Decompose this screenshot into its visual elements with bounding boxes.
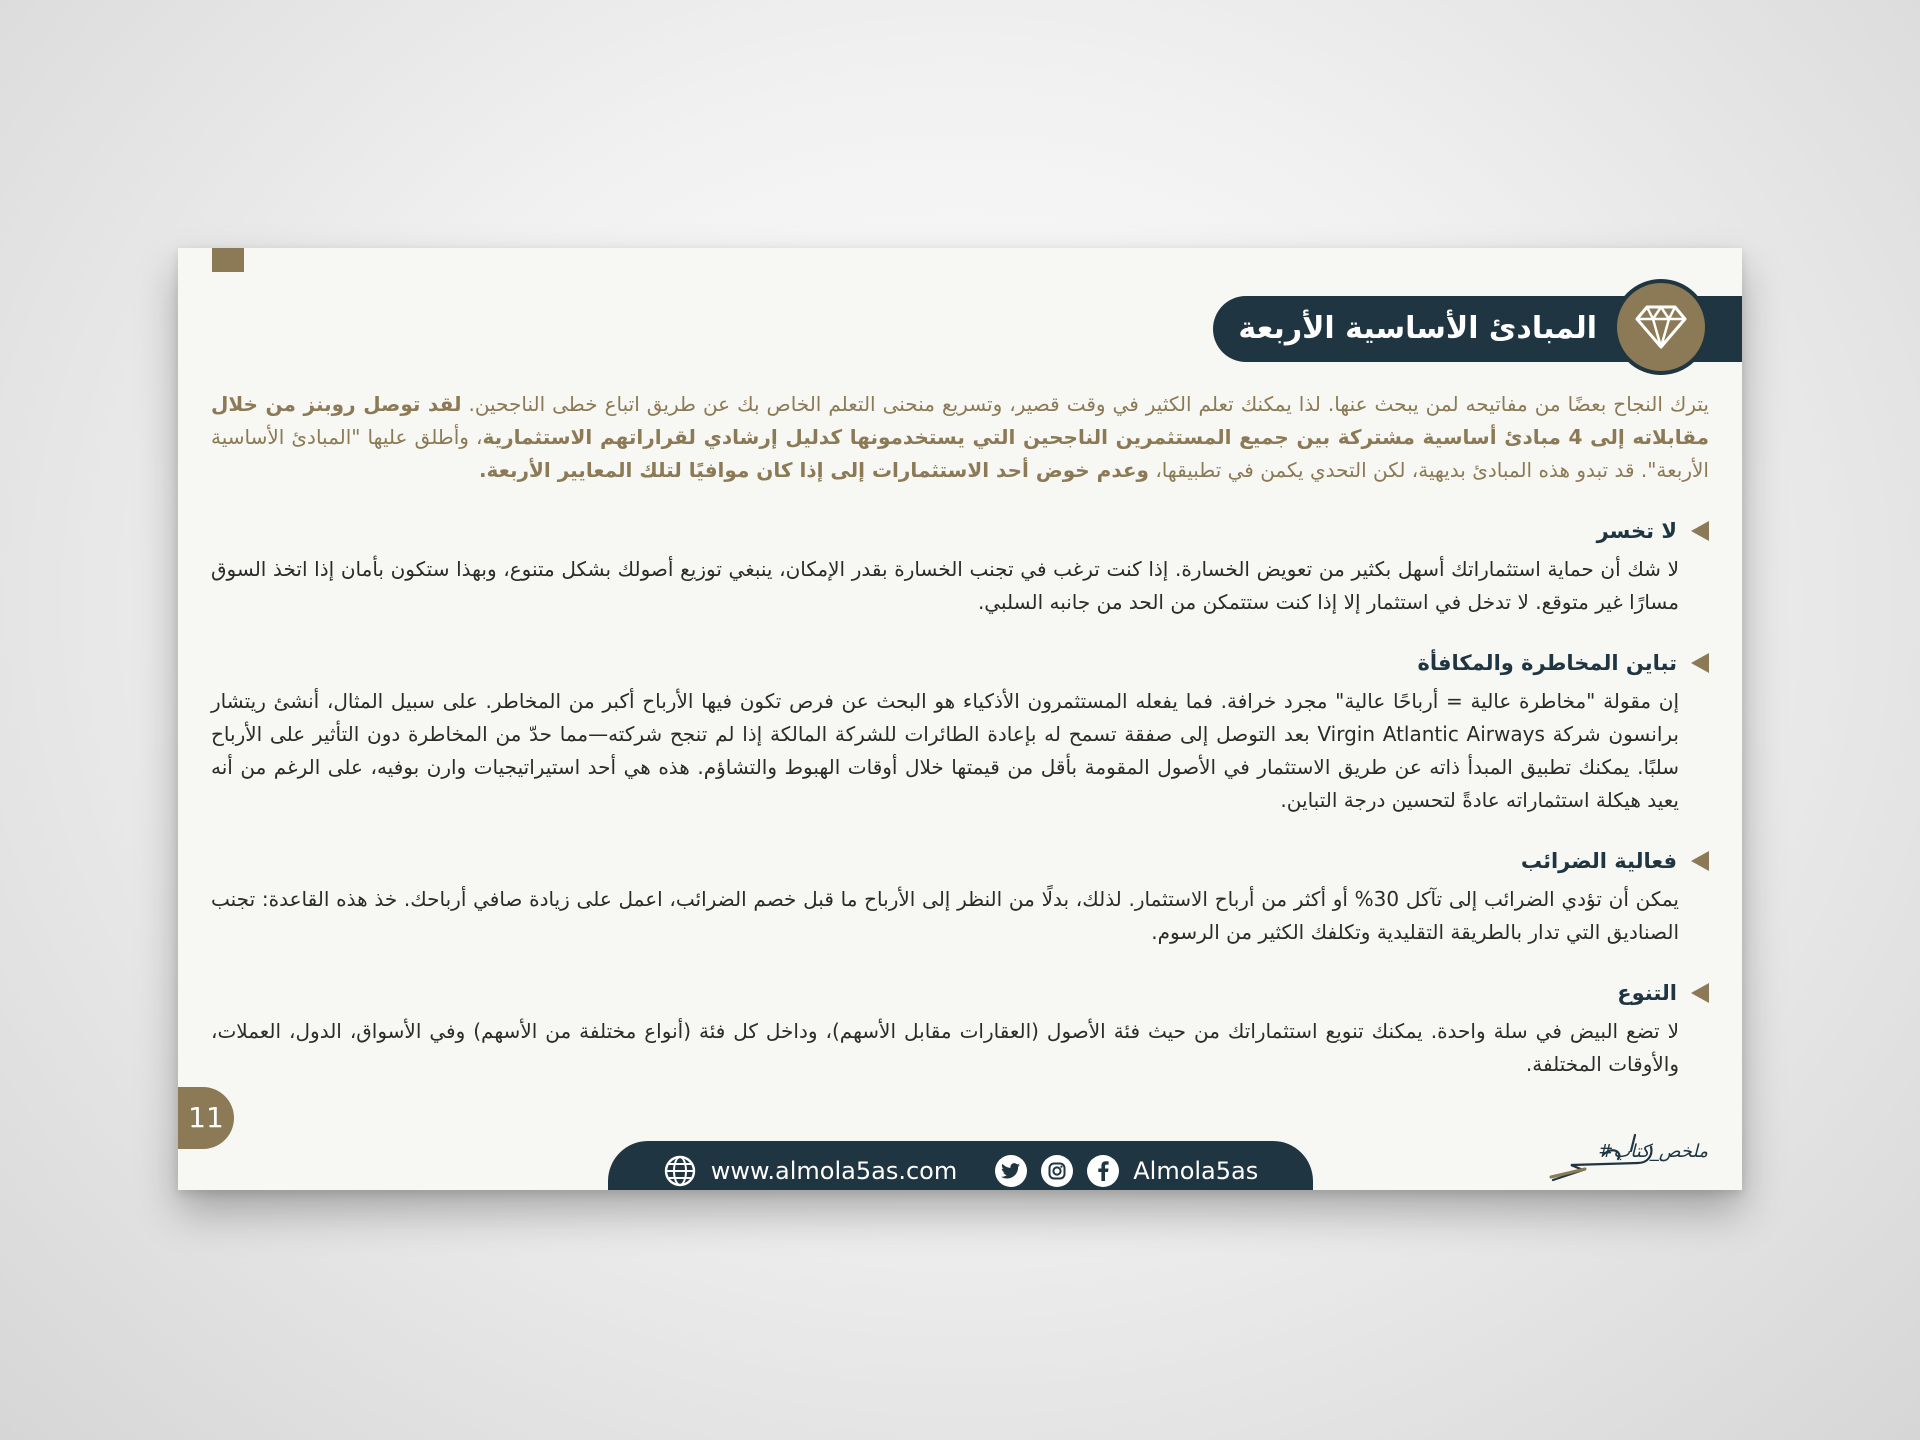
section-body: إن مقولة "مخاطرة عالية = أرباحًا عالية" مجرد خرافة. فما يفعله المستثمرون الأذكياء هو البحث عن فرص تكون فيها الأرباح أكبر من المخاطر. على سبيل المثال، أنشئ ريتشار برانسون شركة Virgin Atlantic Airways بعد التوصل إلى صفقة تسمح له بإعادة الطائرات للشركة المالكة إذا لم تنجح شركته—مما حدّ من المخاطرة دون التأثير على الأرباح سلبًا. يمكنك تطبيق المبدأ ذاته عن طريق الاستثمار في الأصول المقومة بأقل من قيمتها خلال أوقات الهبوط والتشاؤم. هذه هي أحد استيراتيجيات وارن بوفيه، على الرغم من أنه يعيد هيكلة استثماراته عادةً لتحسين درجة التباين. [211, 689, 1679, 812]
bullet-arrow-icon [1691, 521, 1709, 541]
intro-bold-1: لقد توصل روبنز من خلال مقابلاته إلى 4 مبادئ أساسية مشتركة بين جميع المستثمرين الناجحين التي يستخدمونها كدليل إرشادي لقراراتهم الاستثمارية [211, 392, 1710, 449]
instagram-icon[interactable] [1041, 1155, 1073, 1187]
intro-paragraph [211, 388, 1709, 487]
page-title: المبادئ الأساسية الأربعة [1238, 311, 1597, 346]
twitter-icon[interactable] [995, 1155, 1027, 1187]
footer-bar [608, 1141, 1313, 1190]
section-tax-efficiency [211, 845, 1709, 949]
section-body: يمكن أن تؤدي الضرائب إلى تآكل 30% أو أكثر من أرباح الاستثمار. لذلك، بدلًا من النظر إلى الأرباح ما قبل خصم الضرائب، اعمل على زيادة صافي أرباحك. خذ هذه القاعدة: تجنب الصناديق التي تدار بالطريقة التقليدية وتكلفك الكثير من الرسوم. [211, 887, 1679, 944]
section-body: لا تضع البيض في سلة واحدة. يمكنك تنويع استثماراتك من حيث فئة الأصول (العقارات مقابل الأسهم)، وداخل كل فئة (أنواع مختلفة من الأسهم) وفي الأسواق، الدول، العملات، والأوقات المختلفة. [211, 1019, 1679, 1076]
section-heading: تباين المخاطرة والمكافأة [1417, 651, 1677, 675]
facebook-icon[interactable] [1087, 1155, 1119, 1187]
intro-bold-2: وعدم خوض أحد الاستثمارات إلى إذا كان موافيًا لتلك المعايير الأربعة. [478, 458, 1149, 482]
corner-accent [212, 248, 244, 272]
globe-icon[interactable] [663, 1154, 697, 1188]
section-heading: لا تخسر [1596, 519, 1677, 543]
page-number-badge: 11 [178, 1087, 234, 1149]
social-handle[interactable]: Almola5as [1133, 1157, 1259, 1185]
section-no-loss [211, 515, 1709, 619]
bullet-arrow-icon [1691, 653, 1709, 673]
intro-text-2: ، وأطلق عليها "المبادئ الأساسية الأربعة". قد تبدو هذه المبادئ بديهية، لكن التحدي يكمن في تطبيقها، [211, 425, 1709, 482]
intro-text-1: يترك النجاح بعضًا من مفاتيحه لمن يبحث عنها. لذا يمكنك تعلم الكثير في وقت قصير، وتسريع منحنى التعلم الخاص بك عن طريق اتباع خطى الناجحين. [461, 392, 1709, 416]
content [211, 388, 1709, 1081]
diamond-icon-badge [1613, 279, 1709, 375]
section-body: لا شك أن حماية استثماراتك أسهل بكثير من تعويض الخسارة. إذا كنت ترغب في تجنب الخسارة بقدر الإمكان، ينبغي توزيع أصولك بشكل متنوع، وبهذا ستكون بأمان إذا اتخذ السوق مسارًا غير متوقع. لا تدخل في استثمار إلا إذا كنت ستتمكن من الحد من جانبه السلبي. [211, 557, 1679, 614]
bullet-arrow-icon [1691, 983, 1709, 1003]
website-link[interactable]: www.almola5as.com [710, 1157, 958, 1185]
diamond-icon [1635, 304, 1687, 350]
section-risk-reward [211, 647, 1709, 817]
brand-hashtag: #ملخص_كتاب [1598, 1141, 1708, 1162]
section-heading: فعالية الضرائب [1520, 849, 1677, 873]
section-heading: التنوع [1617, 981, 1677, 1005]
bullet-arrow-icon [1691, 851, 1709, 871]
brand-logo [1543, 1125, 1708, 1185]
section-diversification [211, 977, 1709, 1081]
document-page [178, 248, 1742, 1190]
